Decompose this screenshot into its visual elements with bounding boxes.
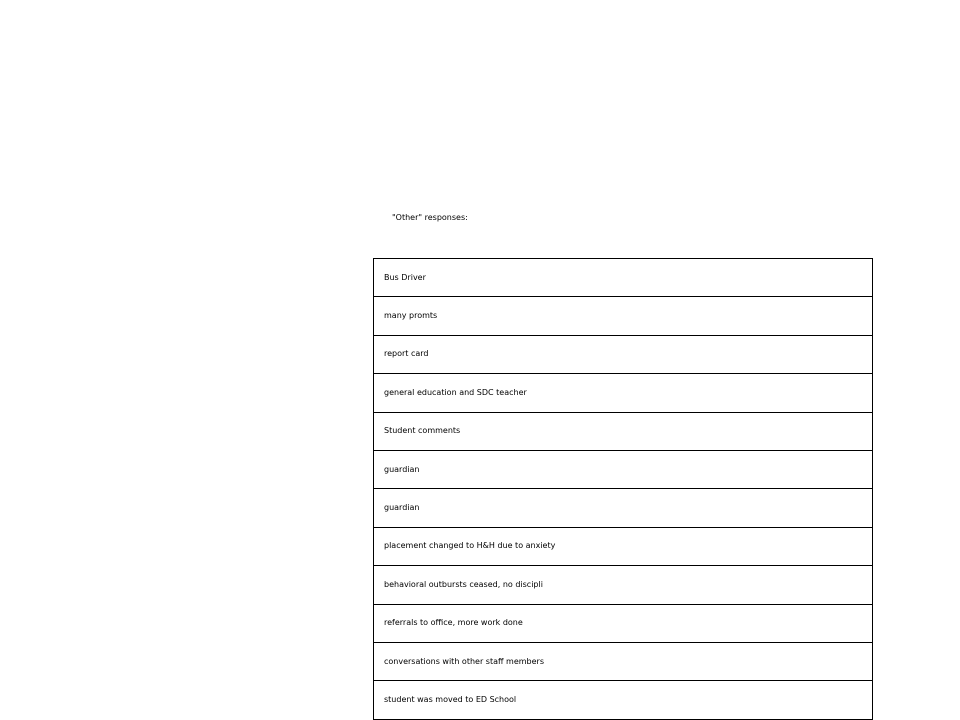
section-heading: "Other" responses: bbox=[392, 213, 468, 222]
response-cell: Student comments bbox=[374, 412, 873, 450]
response-cell: guardian bbox=[374, 489, 873, 527]
response-cell: student was moved to ED School bbox=[374, 681, 873, 719]
table-row bbox=[374, 374, 873, 412]
table-row bbox=[374, 335, 873, 373]
table-row bbox=[374, 642, 873, 680]
responses-table-body bbox=[374, 259, 873, 720]
table-row bbox=[374, 259, 873, 297]
response-cell: report card bbox=[374, 335, 873, 373]
response-cell: referrals to office, more work done bbox=[374, 604, 873, 642]
table-row bbox=[374, 604, 873, 642]
response-cell: many promts bbox=[374, 297, 873, 335]
response-cell: behavioral outbursts ceased, no discipli bbox=[374, 566, 873, 604]
table-row bbox=[374, 412, 873, 450]
table-row bbox=[374, 566, 873, 604]
response-cell: Bus Driver bbox=[374, 259, 873, 297]
table-row bbox=[374, 489, 873, 527]
response-cell: placement changed to H&H due to anxiety bbox=[374, 527, 873, 565]
table-row bbox=[374, 527, 873, 565]
table-row bbox=[374, 681, 873, 719]
other-responses-table bbox=[373, 258, 873, 720]
response-cell: general education and SDC teacher bbox=[374, 374, 873, 412]
response-cell: guardian bbox=[374, 450, 873, 488]
table-row bbox=[374, 297, 873, 335]
response-cell: conversations with other staff members bbox=[374, 642, 873, 680]
table-row bbox=[374, 450, 873, 488]
